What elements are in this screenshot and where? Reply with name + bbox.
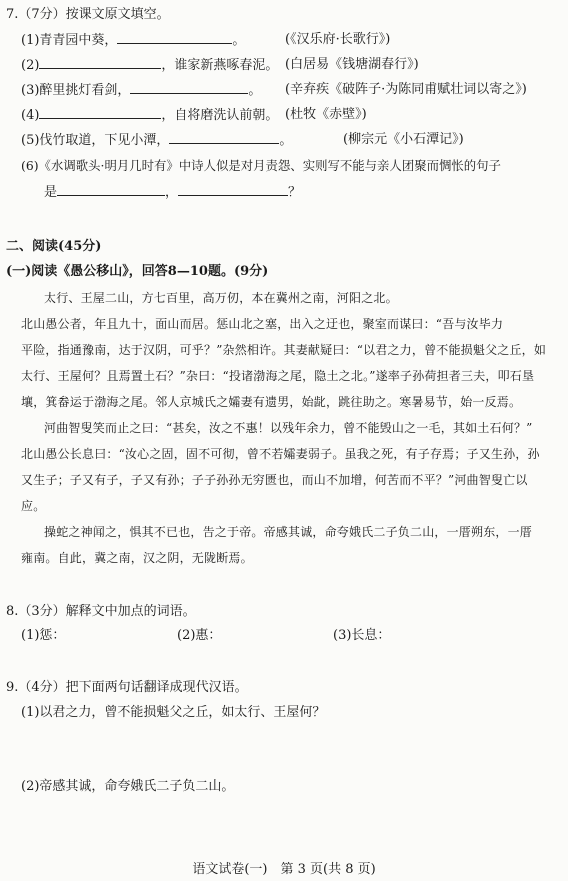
- q7-item-6-pre: 是: [44, 185, 58, 200]
- q7-item-2: [21, 56, 278, 75]
- q7-item-5: [21, 131, 292, 150]
- q7-item-4: [21, 106, 278, 125]
- passage-line: 壤，箕畚运于渤海之尾。邻人京城氏之孀妻有遗男，始龀，跳往助之。寒暑易节，始一反焉。: [21, 395, 522, 409]
- q7-item-1-post: 。: [232, 33, 246, 48]
- answer-blank[interactable]: [57, 183, 165, 196]
- q9-item-1: (1)以君之力，曾不能损魁父之丘，如太行、王屋何？: [21, 705, 326, 720]
- q8-item-2: (2)惠：: [177, 628, 222, 643]
- q8-title: 8.（3分）解释文中加点的词语。: [6, 604, 196, 619]
- q7-item-2-source: (白居易《钱塘湖春行》): [285, 57, 419, 72]
- passage-line: 河曲智叟笑而止之曰：“甚矣，汝之不惠！以残年余力，曾不能毁山之一毛，其如土石何？”: [44, 421, 533, 435]
- q7-item-5-pre: (5)伐竹取道，下见小潭，: [21, 133, 170, 148]
- answer-blank[interactable]: [39, 56, 161, 69]
- q7-item-6-line2: [44, 183, 301, 202]
- q7-item-4-post: ，自将磨洗认前朝。: [161, 108, 279, 123]
- passage-line: 太行、王屋二山，方七百里，高万仞，本在冀州之南，河阳之北。: [44, 291, 398, 305]
- q7-item-4-pre: (4): [21, 108, 40, 123]
- passage-line: 平险，指通豫南，达于汉阴，可乎？”杂然相许。其妻献疑曰：“以君之力，曾不能损魁父之丘，如: [21, 343, 547, 357]
- section-2-subtitle: (一)阅读《愚公移山》，回答8—10题。(9分): [6, 264, 269, 279]
- passage-line: 北山愚公长息曰：“汝心之固，固不可彻，曾不若孀妻弱子。虽我之死，有子存焉；子又生孙，孙: [21, 447, 540, 461]
- answer-blank[interactable]: [39, 106, 161, 119]
- q8-item-1: (1)惩：: [21, 628, 66, 643]
- q7-item-3-post: 。: [248, 83, 262, 98]
- q7-item-3: [21, 81, 261, 100]
- q7-item-3-source: (辛弃疾《破阵子·为陈同甫赋壮词以寄之》): [285, 82, 527, 97]
- q9-title: 9.（4分）把下面两句话翻译成现代汉语。: [6, 680, 248, 695]
- passage-line: 北山愚公者，年且九十，面山而居。惩山北之塞，出入之迂也，聚室而谋曰：“吾与汝毕力: [21, 317, 504, 331]
- q7-item-6-post: ？: [288, 185, 302, 200]
- q7-item-2-pre: (2): [21, 58, 40, 73]
- q7-item-2-post: ，谁家新燕啄春泥。: [161, 58, 279, 73]
- q7-item-1-source: (《汉乐府·长歌行》): [285, 32, 391, 47]
- q7-item-3-pre: (3)醉里挑灯看剑，: [21, 83, 131, 98]
- page-footer: 语文试卷(一) 第 3 页(共 8 页): [192, 862, 376, 877]
- q7-item-6-mid: ，: [165, 185, 179, 200]
- q7-item-5-source: (柳宗元《小石潭记》): [343, 132, 464, 147]
- answer-blank[interactable]: [169, 131, 279, 144]
- q7-item-4-source: (杜牧《赤壁》): [285, 107, 367, 122]
- q7-title: 7.（7分）按课文原文填空。: [6, 7, 170, 22]
- passage-line: 应。: [21, 499, 46, 513]
- q8-item-3: (3)长息：: [333, 628, 391, 643]
- answer-blank[interactable]: [178, 183, 288, 196]
- passage-line: 太行、王屋何？且焉置土石？”杂曰：“投诸渤海之尾，隐土之北。”遂率子孙荷担者三夫，叩石垦: [21, 369, 535, 383]
- q7-item-1-pre: (1)青青园中葵，: [21, 33, 118, 48]
- q9-item-2: (2)帝感其诚，命夸娥氏二子负二山。: [21, 779, 235, 794]
- q7-item-6-line1: (6)《水调歌头·明月几时有》中诗人似是对月责怨、实则写不能与亲人团聚而惆怅的句子: [21, 158, 501, 173]
- answer-blank[interactable]: [117, 31, 232, 44]
- answer-blank[interactable]: [130, 81, 248, 94]
- passage-line: 操蛇之神闻之，惧其不已也，告之于帝。帝感其诚，命夸娥氏二子负二山，一厝朔东，一厝: [44, 525, 533, 539]
- q7-item-5-post: 。: [279, 133, 293, 148]
- passage-line: 又生子；子又有子，子又有孙；子子孙孙无穷匮也，而山不加增，何苦而不平？”河曲智叟亡以: [21, 473, 528, 487]
- section-2-title: 二、阅读(45分): [6, 239, 102, 254]
- passage-line: 雍南。自此，冀之南，汉之阴，无陇断焉。: [21, 551, 253, 565]
- q7-item-1: [21, 31, 245, 50]
